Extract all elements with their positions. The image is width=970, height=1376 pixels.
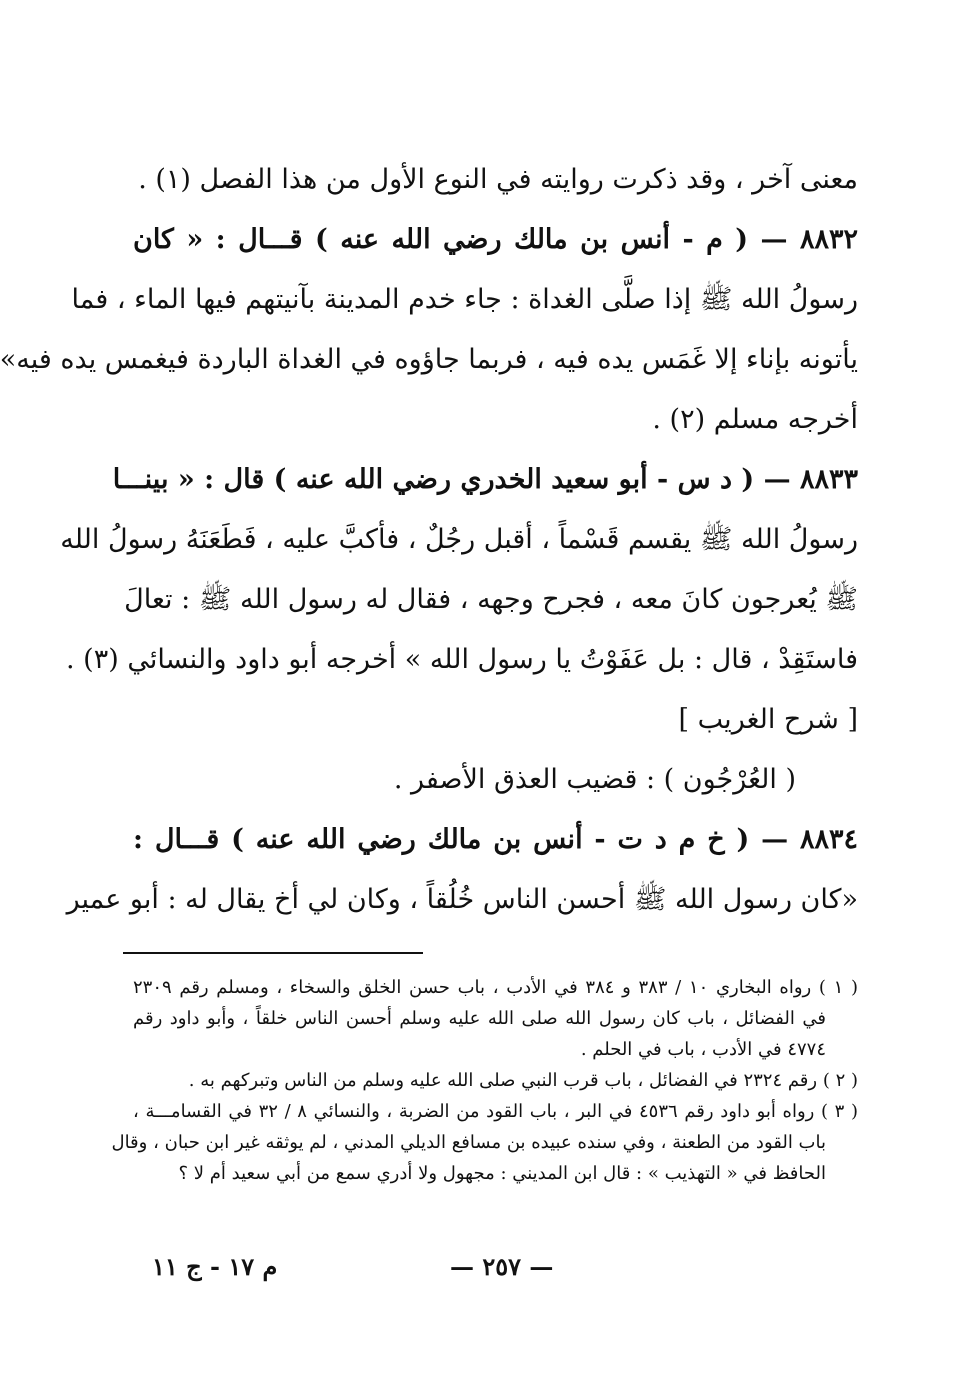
section-title: [ شرح الغريب ] (678, 704, 858, 735)
text-line: يأتونه بإناء إلا غَمَس يده فيه ، فربما جاؤوه في الغداة الباردة فيغمس يده فيه» (0, 344, 858, 375)
hadith-heading-8832: ٨٨٣٢ — ( م - أنس بن مالك رضي الله عنه ) قـــال : « كان (133, 224, 858, 255)
text-line: رسولُ الله ﷺ يقسم قَسْماً ، أقبل رجُلٌ ، فأكبَّ عليه ، فَطَعَنَهُ رسولُ الله (60, 524, 858, 555)
page-number: — ٢٥٧ — (450, 1252, 554, 1281)
footnote-line: الحافظ في « التهذيب » : قال ابن المديني : مجهول ولا أدري سمع من أبي سعيد أم لا ؟ (178, 1163, 826, 1184)
footnote-line: باب القود من الطعنة ، وفي سنده عبيده بن مسافع الديلي المدني ، لم يوثقه غير ابن حبان ، وقال (111, 1132, 826, 1153)
main-text (0, 150, 858, 930)
text-line: «كان رسول الله ﷺ أحسن الناس خُلُقاً ، وكان لي أخ يقال له : أبو عمير (66, 884, 858, 915)
hadith-heading-8834: ٨٨٣٤ — ( خ م د ت - أنس بن مالك رضي الله عنه ) قـــال : (133, 824, 858, 855)
footnote-line: ( ١ ) رواه البخاري ١٠ / ٣٨٣ و ٣٨٤ في الأدب ، باب حسن الخلق والسخاء ، ومسلم رقم ٢٣٠٩ (133, 977, 858, 998)
text-line: أخرجه مسلم (٢) . (652, 404, 858, 435)
text-line: ﷺ يُعرجون كانَ معه ، فجرح وجهه ، فقال له رسول الله ﷺ : تعالَ (124, 584, 858, 615)
page-footer (120, 1252, 870, 1292)
hadith-heading-8833: ٨٨٣٣ — ( د س - أبو سعيد الخدري رضي الله عنه ) قال : « بينـــا (112, 464, 858, 495)
footnotes (111, 972, 859, 1189)
gloss-line: ( العُرْجُون ) : قضيب العذق الأصفر . (393, 764, 796, 795)
footnote-line: ( ٢ ) رقم ٢٣٢٤ في الفضائل ، باب قرب النبي صلى الله عليه وسلم من الناس وتبركهم به . (188, 1070, 858, 1091)
footnote-line: ٤٧٧٤ في الأدب ، باب في الحلم . (580, 1039, 826, 1060)
text-line: فاستَقِدْ ، قال : بل عَفَوْتُ يا رسول الله » أخرجه أبو داود والنسائي (٣) . (66, 644, 858, 675)
footnote-line: ( ٣ ) رواه أبو داود رقم ٤٥٣٦ في البر ، باب القود من الضربة ، والنسائي ٨ / ٣٢ في القسامـــة ، (133, 1101, 859, 1122)
text-line: معنى آخر ، وقد ذكرت روايته في النوع الأول من هذا الفصل (١) . (138, 164, 858, 195)
footnote-line: في الفضائل ، باب كان رسول الله صلى الله عليه وسلم أحسن الناس خلقاً ، وأبو داود رقم (133, 1008, 826, 1029)
text-line: رسولُ الله ﷺ إذا صلَّى الغداة : جاء خدم المدينة بآنيتهم فيها الماء ، فما (71, 284, 858, 315)
footnote-separator (123, 952, 423, 954)
printer-signature: م ١٧ - ج ١١ (152, 1252, 278, 1281)
